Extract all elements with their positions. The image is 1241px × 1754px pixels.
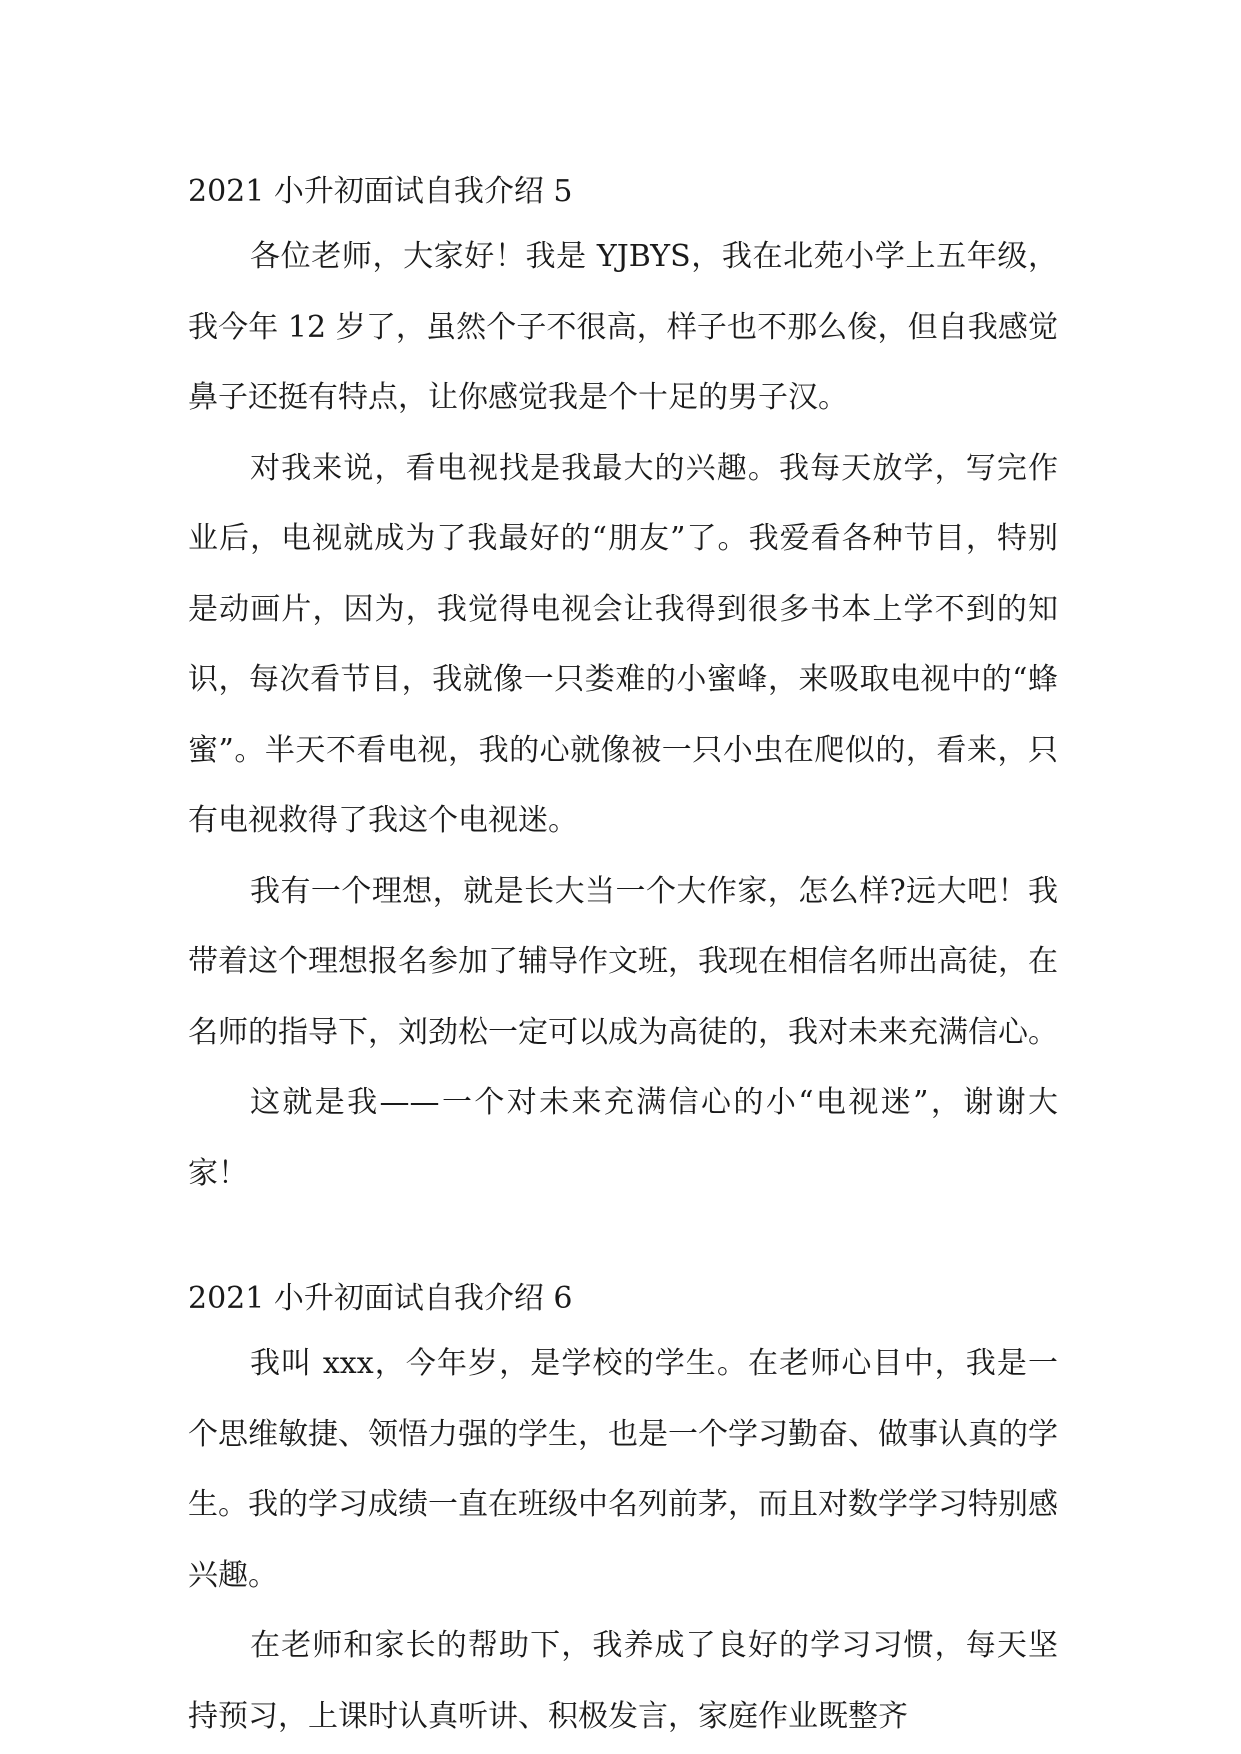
section-spacer [188, 1209, 1058, 1269]
section-5-paragraph-3: 我有一个理想，就是长大当一个大作家，怎么样?远大吧！我带着这个理想报名参加了辅导作文班，我现在相信名师出高徒，在名师的指导下，刘劲松一定可以成为高徒的，我对未来充满信心。 [188, 873, 1058, 1050]
section-5-heading: 2021 小升初面试自我介绍 5 [188, 174, 573, 209]
section-5 [188, 162, 1058, 1209]
section-5-paragraph-2: 对我来说，看电视找是我最大的兴趣。我每天放学，写完作业后，电视就成为了我最好的“朋友”了。我爱看各种节目，特别是动画片，因为，我觉得电视会让我得到很多书本上学不到的知识，每次看节目，我就像一只娄难的小蜜峰，来吸取电视中的“蜂蜜”。半天不看电视，我的心就像被一只小虫在爬似的，看来，只有电视救得了我这个电视迷。 [188, 450, 1058, 838]
section-6 [188, 1269, 1058, 1752]
section-6-paragraph-1: 我叫 xxx，今年岁，是学校的学生。在老师心目中，我是一个思维敏捷、领悟力强的学生，也是一个学习勤奋、做事认真的学生。我的学习成绩一直在班级中名列前茅，而且对数学学习特别感兴趣。 [188, 1346, 1058, 1593]
section-6-paragraph-2: 在老师和家长的帮助下，我养成了良好的学习习惯，每天坚持预习，上课时认真听讲、积极发言，家庭作业既整齐 [188, 1628, 1058, 1734]
document-body [188, 162, 1058, 1752]
section-5-paragraph-1: 各位老师，大家好！我是 YJBYS，我在北苑小学上五年级，我今年 12 岁了，虽然个子不很高，样子也不那么俊，但自我感觉鼻子还挺有特点，让你感觉我是个十足的男子汉。 [188, 239, 1058, 415]
section-5-paragraph-4: 这就是我——一个对未来充满信心的小“电视迷”，谢谢大家！ [188, 1085, 1058, 1191]
section-6-heading: 2021 小升初面试自我介绍 6 [188, 1281, 573, 1316]
